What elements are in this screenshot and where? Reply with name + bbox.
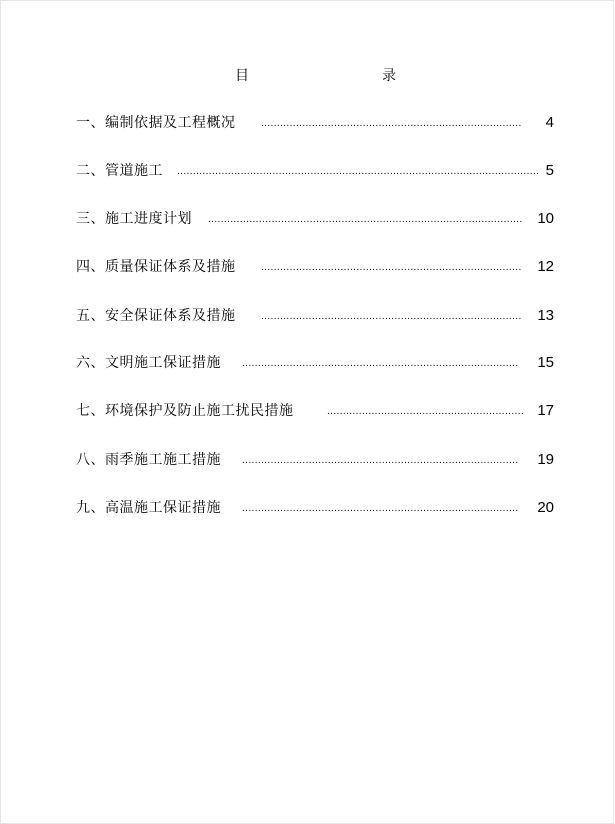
toc-entry-label: 九、高温施工保证措施 <box>76 500 221 516</box>
toc-entry[interactable] <box>1 449 615 471</box>
toc-entry-page: 20 <box>537 499 554 516</box>
toc-entry-label: 三、施工进度计划 <box>76 211 192 227</box>
toc-entry[interactable] <box>1 160 615 182</box>
toc-entry-page: 12 <box>537 258 554 275</box>
toc-entry-page: 13 <box>537 307 554 324</box>
toc-entry-page: 5 <box>545 162 554 179</box>
toc-entry[interactable] <box>1 497 615 519</box>
toc-entry-label: 四、质量保证体系及措施 <box>76 259 236 275</box>
toc-leader-dots: ....................................................................................... <box>242 358 519 369</box>
toc-entry-page: 10 <box>537 210 554 227</box>
toc-heading <box>1 65 615 85</box>
toc-entry-label: 二、管道施工 <box>76 163 163 179</box>
toc-entry-label: 五、安全保证体系及措施 <box>76 308 236 324</box>
toc-entry-page: 15 <box>537 354 554 371</box>
toc-leader-dots: ....................................................................................... <box>242 503 519 514</box>
toc-entry[interactable] <box>1 256 615 278</box>
toc-entry-label: 八、雨季施工施工措施 <box>76 452 221 468</box>
toc-leader-dots: ................................................................................................... <box>208 214 523 225</box>
toc-leader-dots: .................................................................................. <box>261 118 522 129</box>
toc-leader-dots: .................................................................................. <box>261 262 522 273</box>
toc-entry-label: 七、环境保护及防止施工扰民措施 <box>76 403 294 419</box>
toc-leader-dots: .................................................................................................................. <box>177 166 540 177</box>
toc-entry-label: 六、文明施工保证措施 <box>76 355 221 371</box>
toc-leader-dots: ....................................................................................... <box>242 455 519 466</box>
toc-entry[interactable] <box>1 400 615 422</box>
toc-entry-page: 19 <box>537 451 554 468</box>
toc-entry-page: 4 <box>545 114 554 131</box>
toc-entry[interactable] <box>1 112 615 134</box>
toc-entry[interactable] <box>1 352 615 374</box>
toc-entry[interactable] <box>1 208 615 230</box>
toc-heading-char-1: 目 <box>235 68 249 84</box>
toc-entry[interactable] <box>1 305 615 327</box>
toc-heading-char-2: 录 <box>382 68 396 84</box>
toc-leader-dots: .................................................................................. <box>261 311 522 322</box>
toc-leader-dots: .............................................................. <box>327 406 525 417</box>
toc-entry-label: 一、编制依据及工程概况 <box>76 115 236 131</box>
toc-entry-page: 17 <box>537 402 554 419</box>
